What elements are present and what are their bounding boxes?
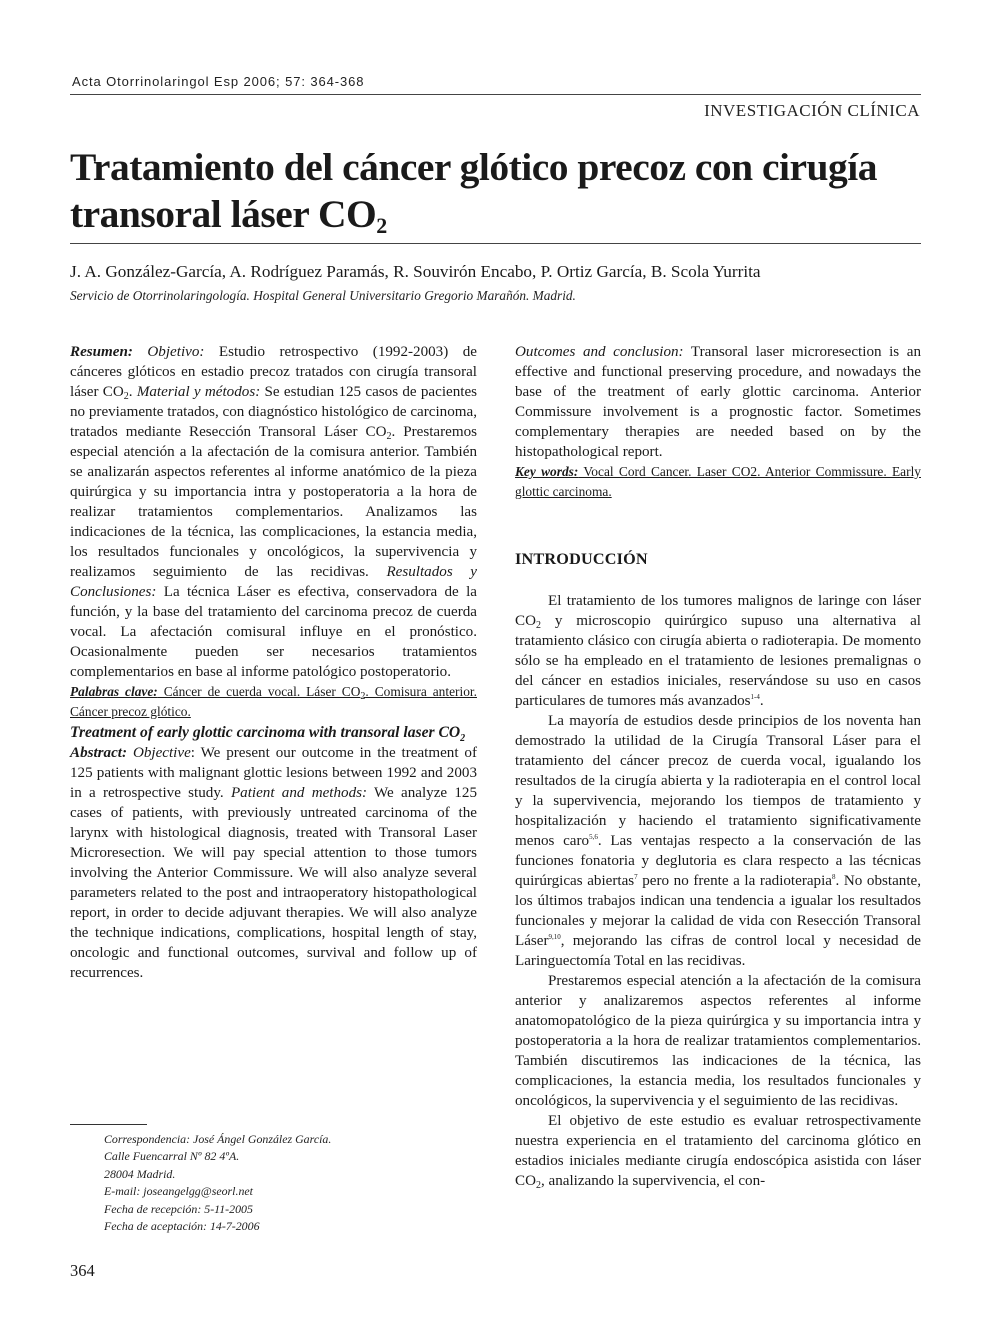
outcomes-text: Transoral laser microresection is an effective and functional preserving procedure, and nowadays the base of the treatment of early glottic carcinoma. Anterior Commissure involvement is a prognostic factor. Sometimes complementary therapies are needed based on by the histopathological report.: [515, 344, 922, 460]
resultados-text: La técnica Láser es efectiva, conservadora de la función, y la base del tratamiento del carcinoma precoz de cuerda vocal. La afectación comisural influye en el pronóstico. Ocasionalmente pueden ser necesarios tratamientos complementarios en base al informe patológico postoperatorio.: [70, 584, 477, 680]
objetivo-text: Estudio retrospectivo (1992-2003) de cánceres glóticos en estadio precoz tratados con cirugía transoral láser CO: [70, 344, 477, 400]
material-text: Se estudian 125 casos de pacientes no previamente tratados, con diagnóstico histológico de carcinoma, tratados mediante Resección Transoral Láser CO: [70, 384, 478, 440]
material-text-end: . Prestaremos especial atención a la afectación de la comisura anterior. También se analizarán aspectos referentes al informe anatómico de la pieza quirúrgica y su importancia intra y postoperatoria a la hora de realizar tratamientos complementarios. Analizamos las indicaciones de la técnica, las complicaciones, la estancia media, los resultados funcionales y oncológicos, la supervivencia y realizamos seguimiento de las recidivas.: [70, 424, 477, 580]
intro-paragraph-4: [515, 1111, 921, 1191]
citation-ref: 1-4: [750, 693, 760, 701]
article-title-text: Tratamiento del cáncer glótico precoz con cirugía transoral láser CO: [70, 145, 877, 236]
resultados-label: Resultados y Conclusiones:: [70, 564, 477, 600]
palabras-clave-text: Cáncer de cuerda vocal. Láser CO: [157, 684, 361, 699]
palabras-clave: [70, 682, 477, 722]
affiliation: Servicio de Otorrinolaringología. Hospital General Universitario Gregorio Marañón. Madrid.: [70, 288, 576, 303]
intro-paragraph-2: [515, 711, 921, 971]
subscript-2: 2: [386, 431, 392, 442]
footnote-correspondence: Correspondencia: José Ángel González García.: [104, 1132, 332, 1146]
abstract-continuation: [515, 342, 921, 462]
palabras-clave-text-end: . Comisura anterior. Cáncer precoz glótico.: [70, 684, 477, 719]
footnote-divider: [70, 1124, 147, 1125]
intro-p2-text-d: . No obstante, los últimos trabajos indican una tendencia a igualar los resultados funcionales y mejorar la calidad de vida con Resección Transoral Láser: [515, 873, 921, 949]
footnote-city: 28004 Madrid.: [104, 1166, 176, 1181]
footnote-email: E-mail: joseangelgg@seorl.net: [104, 1184, 253, 1199]
resumen-paragraph: [70, 342, 477, 682]
intro-paragraph-3: Prestaremos especial atención a la afectación de la comisura anterior y analizaremos aspectos referentes al informe anatomopatológico de la pieza quirúrgica y su importancia intra y postoperatoria a la hora de realizar tratamientos complementarios. También discutiremos las indicaciones de la técnica, las complicaciones, la estancia media, los resultados funcionales y oncológicos, la supervivencia y el seguimiento de las recidivas.: [515, 973, 921, 1109]
intro-p1-text-cont: y microscopio quirúrgico supuso una alternativa al tratamiento clásico con cirugía abierta o radioterapia. De momento sólo se ha empleado en el tratamiento de lesiones premalignas o del cáncer en estadios iniciales, reservándose su uso en casos particulares de tumores más avanzados: [515, 613, 921, 709]
objetivo-label: Objetivo:: [147, 344, 205, 360]
objective-text: : We present our outcome in the treatment of 125 patients with malignant glottic lesions between 1992 and 2003 in a retrospective study.: [70, 745, 477, 801]
right-column: [515, 342, 921, 1191]
citation-ref: 8: [832, 873, 836, 881]
left-column: [70, 342, 477, 983]
objetivo-text-end: .: [128, 384, 137, 400]
resumen-label: Resumen:: [70, 344, 133, 360]
journal-reference: Acta Otorrinolaringol Esp 2006; 57: 364-368: [72, 74, 365, 89]
section-label: INVESTIGACIÓN CLÍNICA: [704, 101, 920, 120]
article-title: [70, 144, 921, 238]
english-title-text: Treatment of early glottic carcinoma with transoral laser CO: [70, 724, 461, 741]
abstract-paragraph: [70, 743, 477, 983]
key-words-label: Key words:: [515, 464, 579, 479]
footnote-address: Calle Fuencarral Nº 82 4ºA.: [104, 1149, 240, 1164]
title-divider: [70, 243, 921, 244]
methods-text: We analyze 125 cases of patients, with previously untreated carcinoma of the larynx with histological diagnosis, treated with Transoral Laser Microresection. We will pay special attention to those tumors involving the Anterior Commissure. We will also analyze several parameters related to the post and intraoperatory histopathological report, in order to decide adjuvant therapies. We will also analyze the technique indications, complications, hospital length of stay, oncologic and functional outcomes, survival and follow up of recurrences.: [70, 785, 477, 981]
article-title-subscript: 2: [376, 213, 387, 238]
intro-p1-text: El tratamiento de los tumores malignos de laringe con láser CO: [515, 593, 921, 629]
citation-ref: 5,6: [589, 833, 598, 841]
header-divider: [70, 94, 921, 95]
author-list: J. A. González-García, A. Rodríguez Paramás, R. Souvirón Encabo, P. Ortiz García, B. Scola Yurrita: [70, 262, 761, 281]
subscript-2: 2: [360, 691, 366, 702]
abstract-label: Abstract:: [70, 745, 128, 761]
intro-paragraph-1: [515, 591, 921, 711]
outcomes-label: Outcomes and conclusion:: [515, 344, 684, 360]
intro-p2-text-b: . Las ventajas respecto a la conservación de las funciones fonatoria y deglutoria es clara respecto a las técnicas quirúrgicas abiertas: [515, 833, 921, 889]
intro-p4-text: El objetivo de este estudio es evaluar retrospectivamente nuestra experiencia en el tratamiento del carcinoma glótico en estadios iniciales mediante cirugía endoscópica asistida con láser CO: [515, 1113, 921, 1189]
key-words: [515, 462, 921, 502]
intro-p4-text-end: , analizando la supervivencia, el con-: [540, 1173, 766, 1189]
page-number: 364: [70, 1261, 95, 1280]
citation-ref: 9,10: [548, 933, 561, 941]
intro-p2-text-c: pero no frente a la radioterapia: [637, 873, 832, 889]
intro-p1-end: .: [759, 693, 764, 709]
palabras-clave-label: Palabras clave:: [70, 684, 158, 699]
methods-label: Patient and methods:: [230, 785, 368, 801]
subscript-2: 2: [535, 1180, 541, 1191]
intro-p2-text: La mayoría de estudios desde principios de los noventa han demostrado la utilidad de la Cirugía Transoral Láser para el tratamiento del cáncer precoz de cuerda vocal, igualando los resultados de la cirugía abierta y la radioterapia en el control local y la supervivencia, mejorando los tiempos de tratamiento y hospitalización y haciendo el tratamiento significativamente menos caro: [515, 713, 921, 849]
introduccion-heading: INTRODUCCIÓN: [515, 550, 648, 568]
footnote-accepted-date: Fecha de aceptación: 14-7-2006: [104, 1219, 260, 1234]
english-title: [70, 722, 477, 743]
key-words-text: Vocal Cord Cancer. Laser CO2. Anterior Commissure. Early glottic carcinoma.: [515, 464, 921, 499]
citation-ref: 7: [634, 873, 638, 881]
intro-p2-text-e: , mejorando las cifras de control local y necesidad de Laringuectomía Total en las recidivas.: [515, 933, 921, 969]
footnote-received-date: Fecha de recepción: 5-11-2005: [104, 1201, 253, 1216]
subscript-2: 2: [123, 391, 129, 402]
material-label: Material y métodos:: [136, 384, 261, 400]
english-title-subscript: 2: [460, 733, 466, 744]
correspondence-footnote: [104, 1131, 331, 1235]
subscript-2: 2: [535, 620, 541, 631]
objective-label: Objective: [132, 745, 191, 761]
